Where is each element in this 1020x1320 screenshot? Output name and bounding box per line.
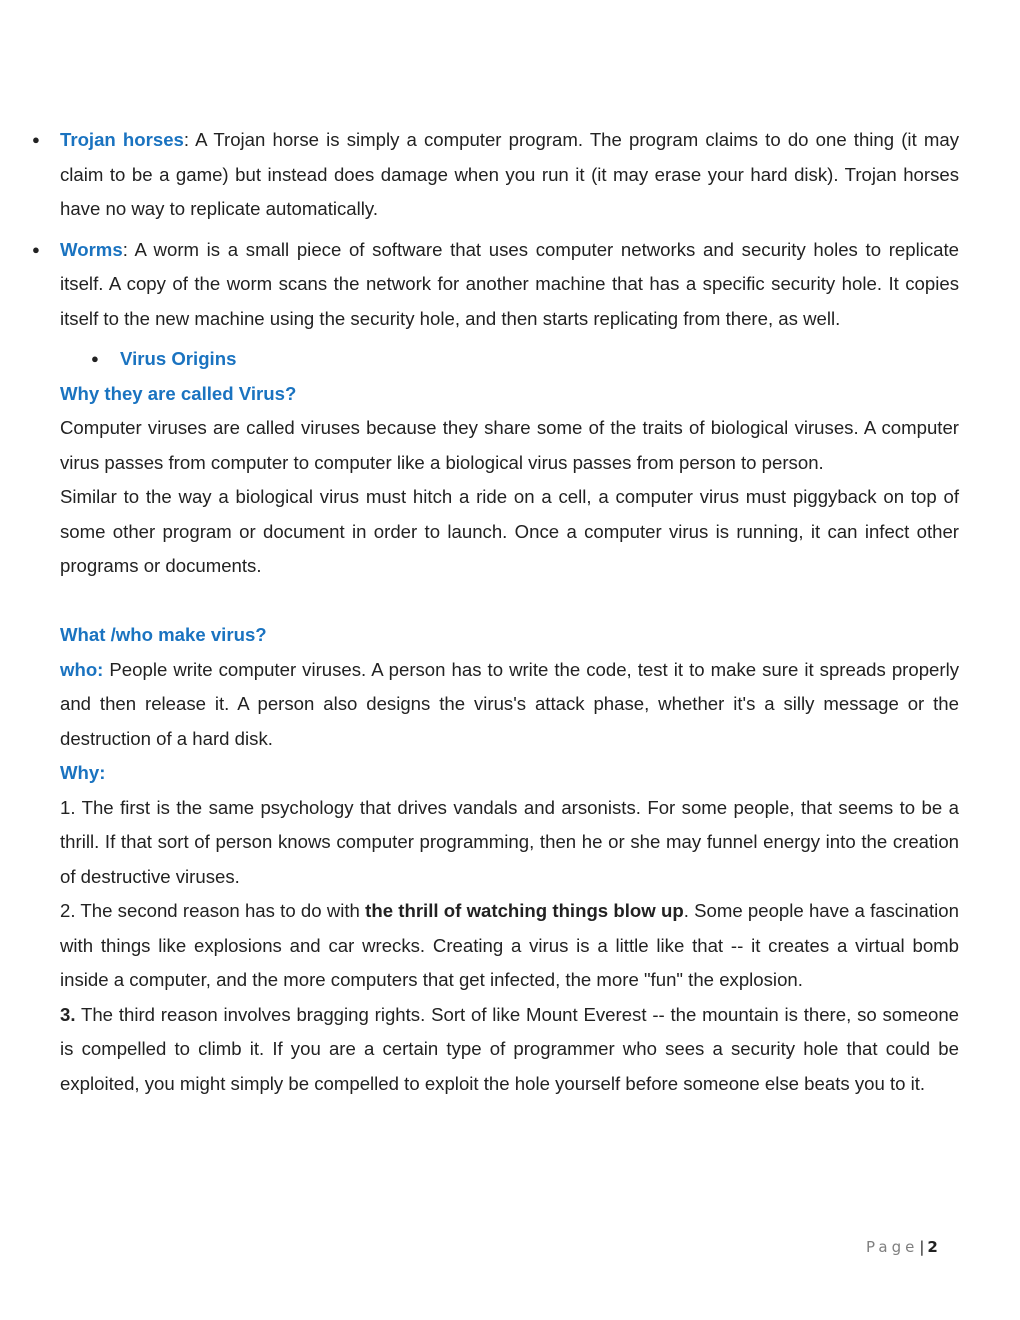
page-footer	[866, 1238, 938, 1256]
term-trojan-horses: Trojan horses	[60, 129, 184, 150]
page-separator: |	[919, 1238, 925, 1256]
virus-origins-heading: Virus Origins	[120, 348, 237, 369]
reason-1: 1. The first is the same psychology that drives vandals and arsonists. For some people, that seems to be a thrill. If that sort of person knows computer programming, then he or she may funnel energy into the creation of destructive viruses.	[60, 796, 959, 887]
blank-line	[60, 584, 959, 619]
reason-3	[60, 998, 959, 1102]
bullet-icon: ●	[32, 241, 40, 257]
virus-origins-paragraph-1: Computer viruses are called viruses because they share some of the traits of biological viruses. A computer virus passes from computer to computer like a biological virus passes from person to person.	[60, 417, 959, 473]
page-number: 2	[927, 1238, 938, 1256]
reason-2	[60, 894, 959, 998]
who-label: who:	[60, 658, 104, 680]
who-paragraph	[60, 653, 959, 757]
reason-3-number: 3.	[60, 1003, 76, 1025]
who-text: People write computer viruses. A person has to write the code, test it to make sure it spreads properly and then release it. A person also designs the virus's attack phase, whether it's a silly message or the destruction of a hard disk.	[60, 658, 959, 749]
virus-origins-paragraph-2: Similar to the way a biological virus must hitch a ride on a cell, a computer virus must piggyback on top of some other program or document in order to launch. Once a computer virus is running, it can infect other programs or documents.	[60, 486, 959, 576]
reason-2-bold: the thrill of watching things blow up	[365, 900, 684, 921]
page-label: Page	[866, 1238, 919, 1256]
trojan-horses-text: : A Trojan horse is simply a computer program. The program claims to do one thing (it may claim to be a game) but instead does damage when you run it (it may erase your hard disk). Trojan horses have no way to replicate automatically.	[60, 129, 959, 219]
worms-text: : A worm is a small piece of software that uses computer networks and security holes to replicate itself. A copy of the worm scans the network for another machine that has a specific security hole. It copies itself to the new machine using the security hole, and then starts replicating from there, as well.	[60, 238, 959, 329]
why-label: Why:	[60, 762, 106, 783]
bullet-worms	[32, 233, 959, 337]
bullet-icon: ●	[32, 132, 40, 147]
term-worms: Worms	[60, 238, 123, 260]
reason-2-pre: 2. The second reason has to do with	[60, 900, 366, 921]
bullet-icon: ●	[91, 351, 99, 366]
bullet-virus-origins	[60, 342, 959, 377]
who-make-virus-heading: What /who make virus?	[60, 624, 267, 645]
reason-2-post: . Some people have a fascination with things like explosions and car wrecks. Creating a virus is a little like that -- it creates a virtual bomb inside a computer, and the more computers that get infected, the more "fun" the explosion.	[60, 900, 959, 990]
reason-3-text: The third reason involves bragging rights. Sort of like Mount Everest -- the mountain is there, so someone is compelled to climb it. If you are a certain type of programmer who sees a security hole that could be exploited, you might simply be compelled to exploit the hole yourself before someone else beats you to it.	[60, 1003, 959, 1094]
bullet-trojan-horses	[32, 123, 959, 227]
why-called-virus-heading: Why they are called Virus?	[60, 382, 297, 404]
page-content	[32, 123, 959, 1101]
